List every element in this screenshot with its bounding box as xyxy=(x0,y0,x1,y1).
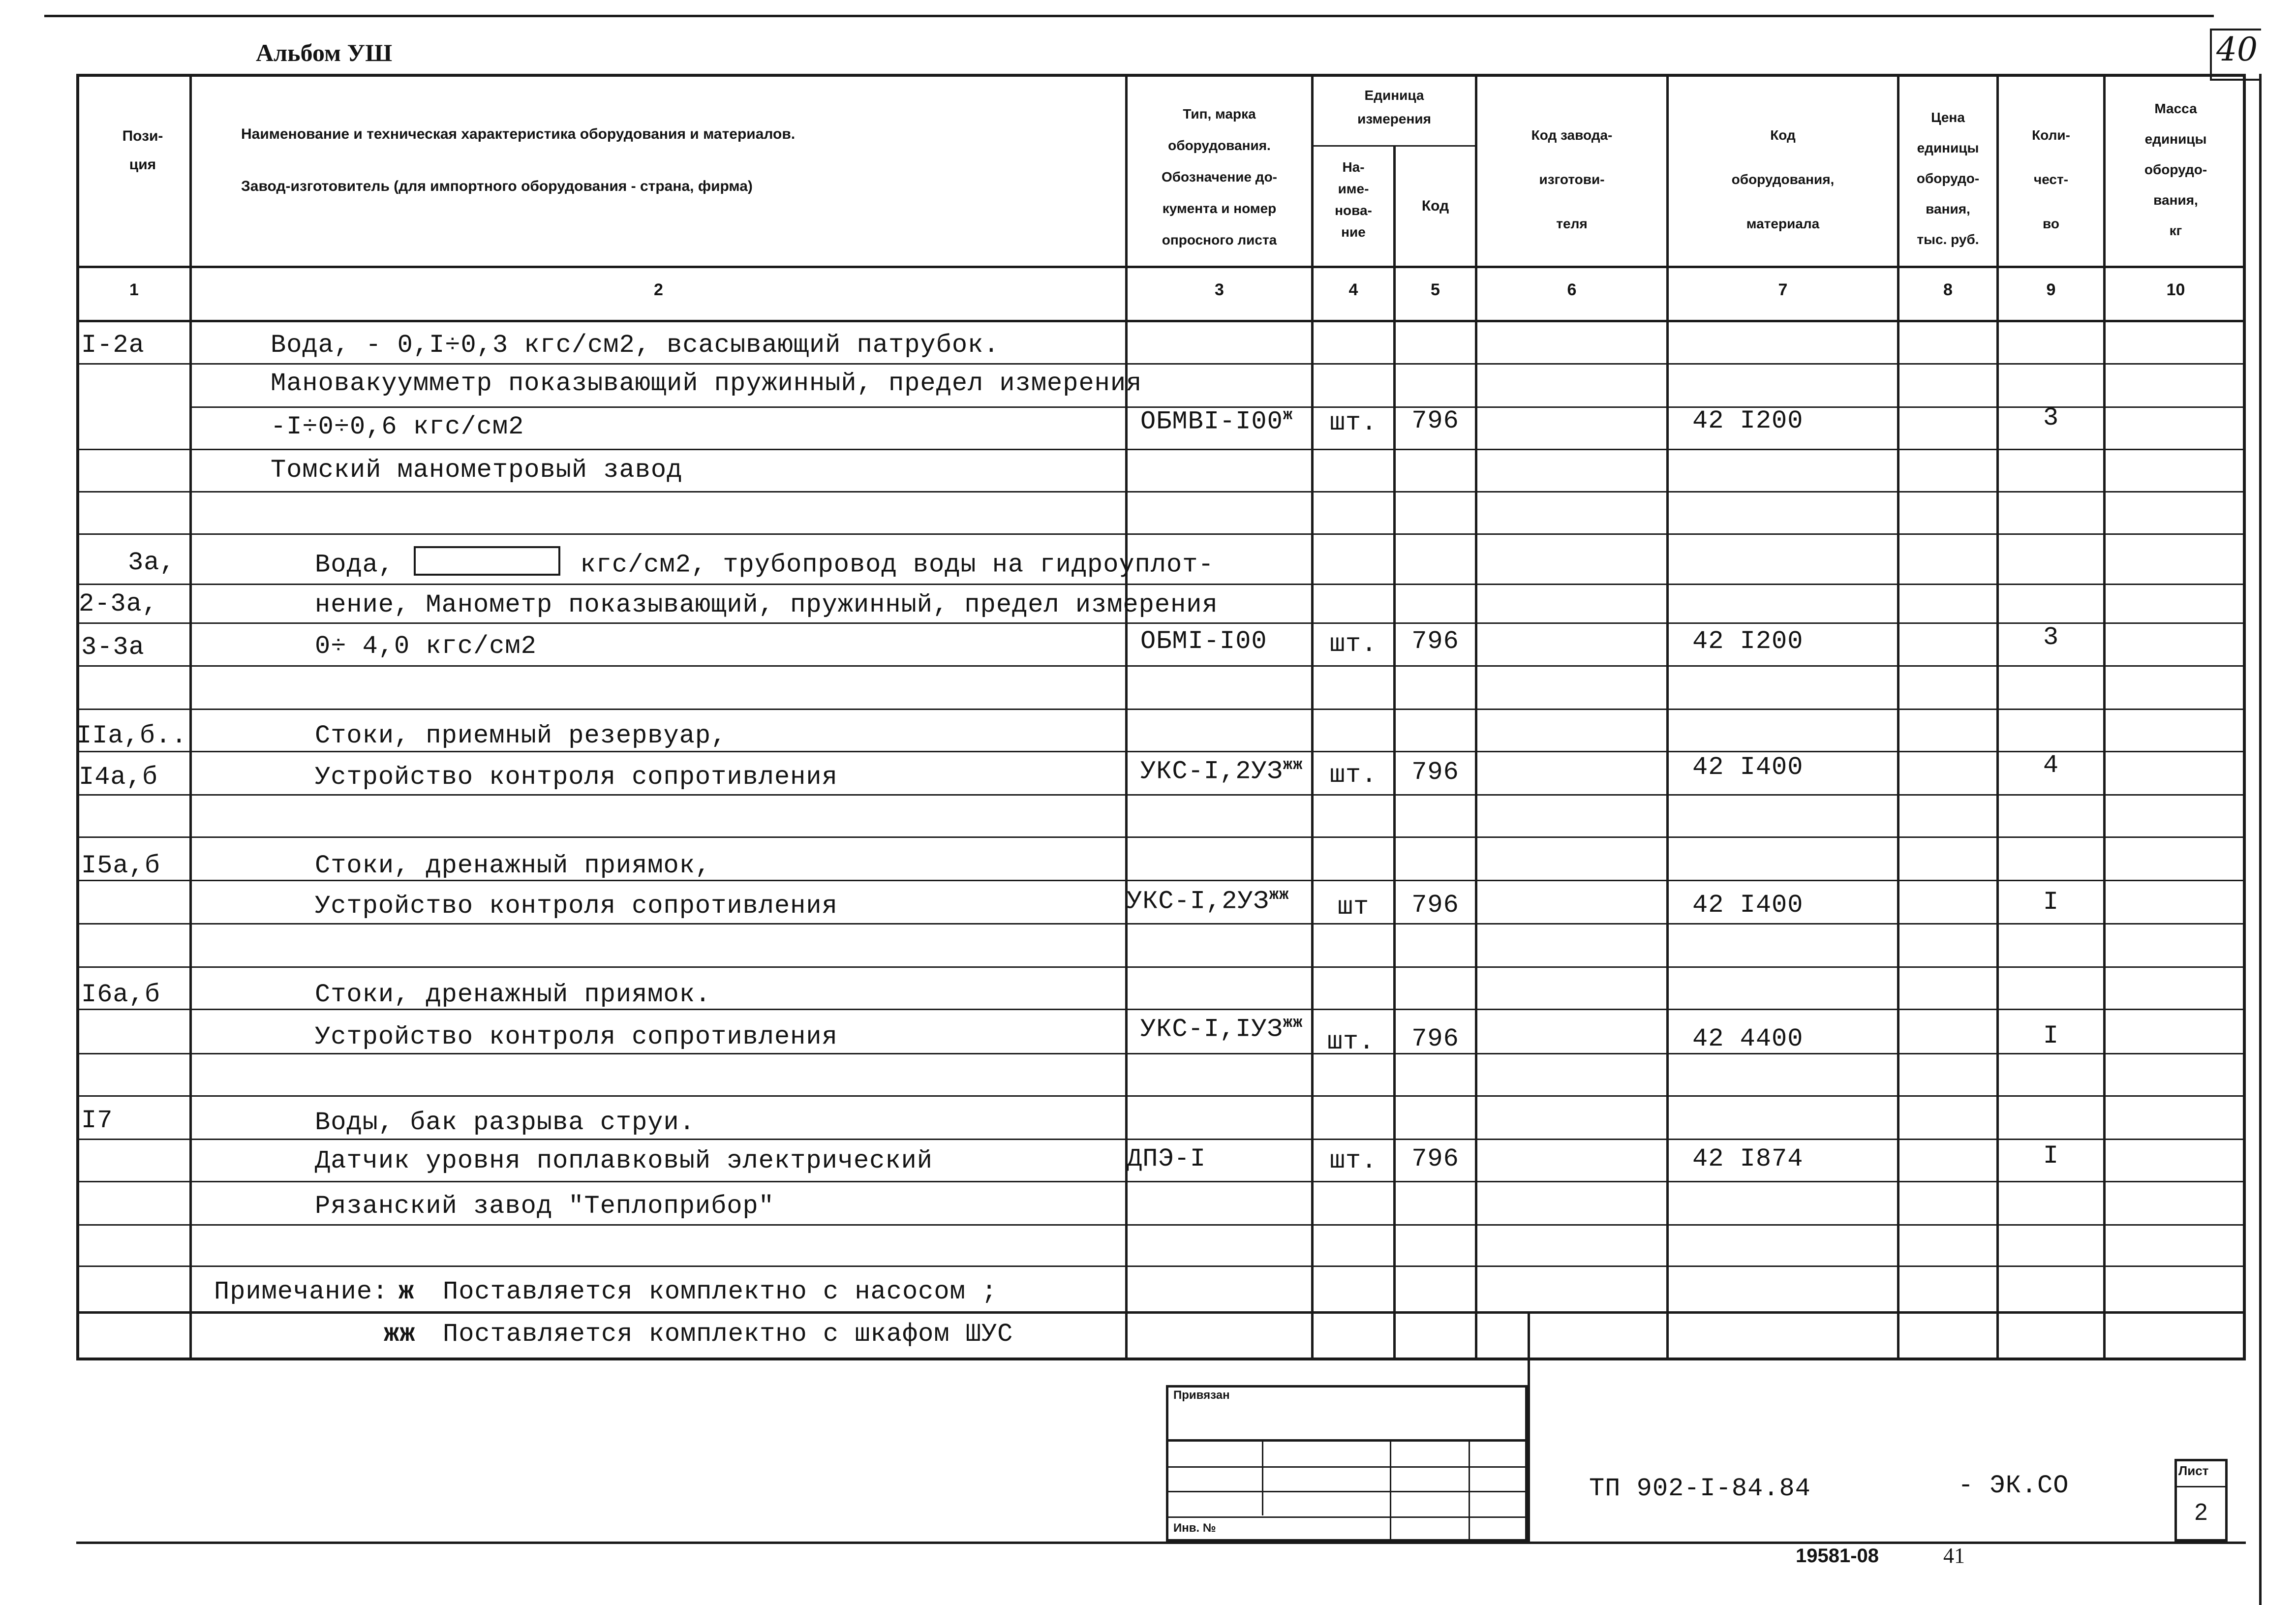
table-body-bottom-line xyxy=(76,1311,2246,1314)
type-cell xyxy=(1140,406,1293,436)
numbers-bottom-line xyxy=(76,320,2246,322)
stamp-line xyxy=(1469,1439,1470,1542)
row-line xyxy=(76,622,2246,624)
archive-mark: 41 xyxy=(1943,1543,1965,1568)
description-text: -I÷0÷0,6 кгс/см2 xyxy=(271,412,524,441)
row-line xyxy=(76,1095,2246,1097)
header-unit-price: Цена единицы оборудо- вания, тыс. руб. xyxy=(1916,110,1980,247)
row-line xyxy=(76,584,2246,585)
description-text: Воды, бак разрыва струи. xyxy=(315,1108,695,1137)
row-line xyxy=(76,363,2246,365)
stamp-line xyxy=(1262,1439,1263,1515)
header-factory-code: Код завода- изготови- теля xyxy=(1531,127,1613,231)
type-cell xyxy=(1140,1014,1303,1044)
header-mass: Масса единицы оборудо- вания, кг xyxy=(2144,101,2207,238)
description-text: Датчик уровня поплавковый электрический xyxy=(315,1146,933,1175)
unit-cell: шт. xyxy=(1329,1146,1378,1175)
header-equipment-code: Код оборудования, материала xyxy=(1731,127,1835,231)
position-cell: I5а,б xyxy=(81,851,161,880)
description-text: нение, Манометр показывающий, пружинный, предел измерения xyxy=(315,590,1218,619)
equipment-code-cell: 42 I200 xyxy=(1692,627,1804,656)
footnote-mark: жж xyxy=(1269,886,1289,904)
unit-code-cell: 796 xyxy=(1411,627,1459,656)
description-text: Томский манометровый завод xyxy=(271,456,683,485)
page-mark: 40 xyxy=(2216,31,2258,68)
position-cell: IIа,б.. xyxy=(76,721,187,750)
header-type: Тип, марка оборудования. Обозначение до- кумента и номер опросного листа xyxy=(1161,106,1278,247)
header-name-line1: Наименование и техническая характеристика оборудования и материалов. xyxy=(241,126,796,142)
description-text: Стоки, дренажный приямок. xyxy=(315,980,711,1009)
col-number-1: 1 xyxy=(129,280,139,299)
row-line xyxy=(76,751,2246,752)
description-text xyxy=(315,550,1214,580)
header-quantity: Коли- чест- во xyxy=(2032,127,2070,231)
description-part: Вода, xyxy=(315,550,395,580)
col-number-4: 4 xyxy=(1348,280,1358,299)
row-line xyxy=(76,533,2246,535)
col-number-5: 5 xyxy=(1431,280,1440,299)
footnote-mark: ж xyxy=(1283,406,1293,424)
equipment-code-cell: 42 I200 xyxy=(1692,406,1804,435)
unit-code-cell: 796 xyxy=(1411,891,1459,920)
unit-cell: шт. xyxy=(1329,761,1378,790)
approval-stamp-label: Привязан xyxy=(1173,1389,1230,1402)
archive-code: 19581-08 xyxy=(1796,1545,1879,1567)
unit-cell: шт. xyxy=(1327,1027,1375,1056)
unit-code-cell: 796 xyxy=(1411,1024,1459,1053)
position-cell: I6а,б xyxy=(81,980,161,1009)
header-unit: Единица измерения xyxy=(1357,88,1431,126)
quantity-cell: 4 xyxy=(2043,751,2059,780)
row-line xyxy=(76,491,2246,493)
footnote-mark: ж xyxy=(398,1277,415,1306)
row-line xyxy=(76,1181,2246,1182)
row-line xyxy=(76,1265,2246,1267)
right-margin-line xyxy=(2259,74,2262,1605)
unit-header-split xyxy=(1311,145,1475,147)
col-number-3: 3 xyxy=(1215,280,1224,299)
row-line xyxy=(76,794,2246,796)
description-text: Рязанский завод "Теплоприбор" xyxy=(315,1192,774,1221)
quantity-cell: I xyxy=(2043,1142,2059,1171)
type-cell: ОБМI-I00 xyxy=(1140,627,1267,656)
position-cell: 2-3а, xyxy=(79,589,158,618)
row-line xyxy=(76,966,2246,968)
col-line-4 xyxy=(1393,145,1396,1360)
sheet-label: Лист xyxy=(2178,1463,2209,1478)
bottom-border-line xyxy=(76,1542,2246,1544)
position-cell: 3а, xyxy=(128,548,176,577)
equipment-code-cell: 42 4400 xyxy=(1692,1024,1804,1053)
footnote-mark: жж xyxy=(1283,756,1303,774)
description-text: Вода, - 0,I÷0,3 кгс/см2, всасывающий патрубок. xyxy=(271,331,1000,360)
type-cell: ДПЭ-I xyxy=(1127,1144,1206,1173)
description-text: Устройство контроля сопротивления xyxy=(315,763,838,792)
type-cell xyxy=(1140,756,1303,786)
unit-cell: шт xyxy=(1337,893,1370,922)
row-line xyxy=(76,665,2246,667)
unit-cell: шт. xyxy=(1329,630,1378,659)
document-code: ТП 902-I-84.84 xyxy=(1589,1474,1811,1503)
stamp-line xyxy=(1166,1439,1528,1442)
header-bottom-line xyxy=(76,266,2246,268)
type-cell xyxy=(1127,886,1289,916)
col-number-10: 10 xyxy=(2166,280,2185,299)
unit-code-cell: 796 xyxy=(1411,758,1459,787)
row-line xyxy=(76,1053,2246,1054)
description-text: Стоки, приемный резервуар, xyxy=(315,721,727,750)
col-number-8: 8 xyxy=(1943,280,1953,299)
notes-label: Примечание: xyxy=(214,1277,389,1306)
stamp-line xyxy=(1166,1516,1528,1518)
quantity-cell: 3 xyxy=(2043,403,2059,432)
position-cell: I-2а xyxy=(81,331,145,360)
row-line xyxy=(76,1224,2246,1226)
note-text: Поставляется комплектно с шкафом ШУС xyxy=(443,1320,1013,1349)
footnote-mark: жж xyxy=(384,1320,416,1349)
quantity-cell: I xyxy=(2043,1021,2059,1050)
unit-code-cell: 796 xyxy=(1411,1144,1459,1173)
col-number-7: 7 xyxy=(1778,280,1788,299)
approval-stamp-box xyxy=(1166,1385,1528,1542)
quantity-cell: I xyxy=(2043,888,2059,917)
equipment-code-cell: 42 I400 xyxy=(1692,753,1804,782)
header-unit-code: Код xyxy=(1421,198,1449,214)
row-line xyxy=(76,709,2246,710)
col-number-2: 2 xyxy=(654,280,663,299)
equipment-code-cell: 42 I874 xyxy=(1692,1144,1804,1173)
title-block-line xyxy=(1528,1311,1530,1542)
type-value: УКС-I,2УЗ xyxy=(1140,757,1283,786)
position-cell: 3-3а xyxy=(81,633,145,662)
document-suffix: - ЭК.СО xyxy=(1958,1471,2069,1500)
col-number-9: 9 xyxy=(2046,280,2056,299)
type-value: ОБМВI-I00 xyxy=(1140,407,1283,436)
equipment-code-cell: 42 I400 xyxy=(1692,891,1804,920)
description-text: 0÷ 4,0 кгс/см2 xyxy=(315,632,537,661)
row-line xyxy=(76,923,2246,925)
stamp-line xyxy=(1166,1491,1528,1492)
col-number-6: 6 xyxy=(1567,280,1577,299)
position-cell: I7 xyxy=(81,1106,113,1135)
row-line xyxy=(76,449,2246,450)
quantity-cell: 3 xyxy=(2043,623,2059,652)
row-line xyxy=(76,836,2246,838)
footnote-mark: жж xyxy=(1283,1014,1303,1032)
header-unit-name: На- име- нова- ние xyxy=(1335,159,1372,240)
stamp-line xyxy=(1390,1439,1391,1542)
unit-code-cell: 796 xyxy=(1411,406,1459,435)
stamp-line xyxy=(1166,1466,1528,1468)
blank-value-box xyxy=(414,546,560,576)
unit-cell: шт. xyxy=(1329,408,1378,437)
top-border-line xyxy=(44,15,2214,17)
inventory-number-label: Инв. № xyxy=(1173,1521,1216,1535)
sheet-number: 2 xyxy=(2194,1499,2208,1525)
position-cell: I4а,б xyxy=(79,763,158,792)
description-text: Устройство контроля сопротивления xyxy=(315,892,838,921)
description-text: Стоки, дренажный приямок, xyxy=(315,851,711,880)
type-value: УКС-I,IУЗ xyxy=(1140,1015,1283,1044)
description-part: кгс/см2, трубопровод воды на гидроуплот- xyxy=(580,550,1214,580)
header-position: Пози- ция xyxy=(122,128,163,173)
album-label: Альбом УШ xyxy=(256,39,393,66)
description-text: Устройство контроля сопротивления xyxy=(315,1022,838,1051)
description-text: Мановакуумметр показывающий пружинный, предел измерения xyxy=(271,369,1142,398)
sheet-box-divider xyxy=(2174,1486,2228,1487)
note-text: Поставляется комплектно с насосом ; xyxy=(443,1277,998,1306)
row-line xyxy=(76,1139,2246,1140)
header-name-line2: Завод-изготовитель (для импортного оборудования - страна, фирма) xyxy=(241,178,753,194)
type-value: УКС-I,2УЗ xyxy=(1127,887,1269,916)
